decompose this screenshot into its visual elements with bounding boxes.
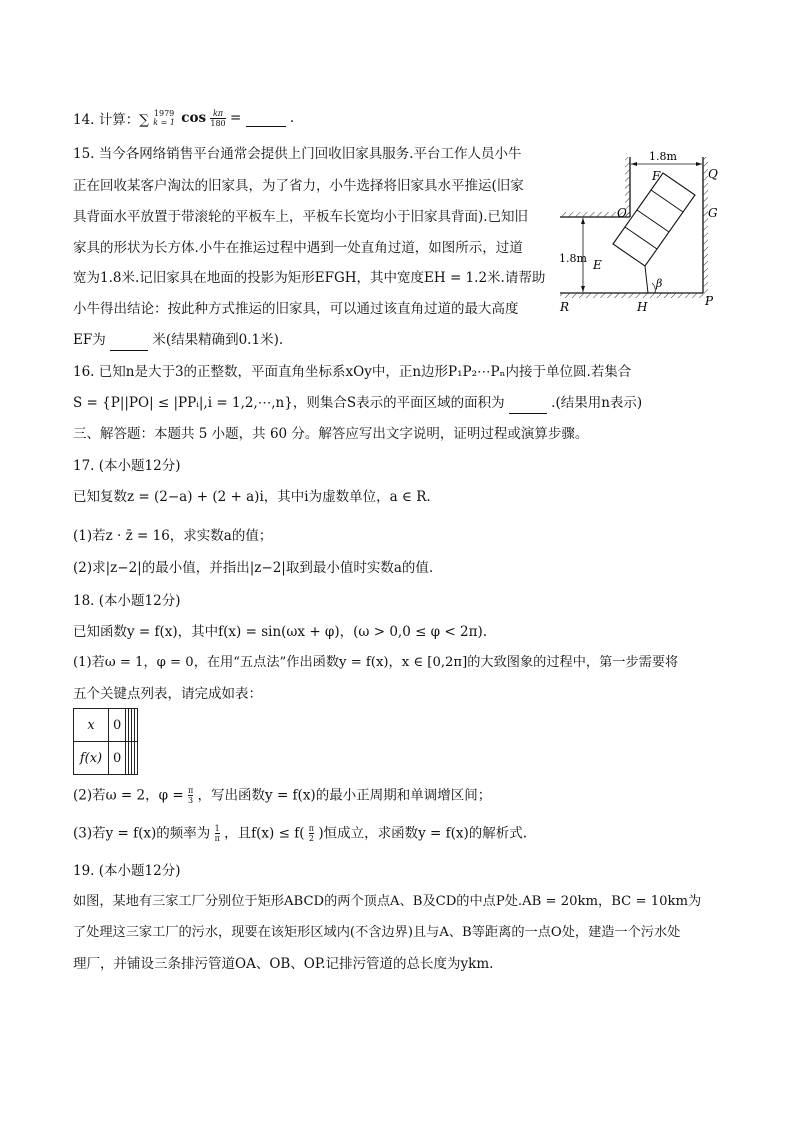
q16-set: S = {P||PO| ≤ |PPᵢ|,i = 1,2,⋯,n}，则集合S表示的平面区域的面积为 bbox=[73, 395, 505, 411]
q18-part2 bbox=[73, 785, 491, 806]
table-cell-x-label: x bbox=[74, 709, 109, 742]
table-cell-fx-label: f(x) bbox=[74, 742, 109, 775]
q14-label: 14. 计算：∑ bbox=[73, 112, 149, 128]
q17-part1: (1)若z · z̄ = 16，求实数a的值； bbox=[73, 528, 273, 544]
corridor-figure bbox=[555, 145, 720, 315]
q19-line-2: 了处理这三家工厂的污水，现要在该矩形区域内(不含边界)且与A、B等距离的一点O处，建造一个污水处 bbox=[73, 925, 681, 940]
q14 bbox=[73, 108, 294, 132]
q19-line-3: 理厂，并铺设三条排污管道OA、OB、OP.记排污管道的总长度为ykm. bbox=[73, 956, 494, 972]
q16-tail: .(结果用n表示) bbox=[551, 395, 643, 411]
q16-line-1: 16. 已知n是大于3的正整数，平面直角坐标系xOy中，正n边形P₁P₂⋯Pₙ内接于单位圆.若集合 bbox=[73, 364, 632, 380]
q15-tail: 米(结果精确到0.1米). bbox=[152, 332, 284, 348]
arrow-right bbox=[696, 162, 702, 166]
label-r: R bbox=[560, 300, 570, 314]
sum-upper: 1979 bbox=[153, 109, 175, 118]
p3-num2: π bbox=[308, 824, 315, 833]
q15-line-7 bbox=[73, 330, 283, 351]
q18-p3-mid: ，且f(x) ≤ f( bbox=[224, 825, 305, 842]
label-beta: β bbox=[656, 277, 663, 290]
frac-den: 180 bbox=[210, 118, 226, 128]
five-point-table bbox=[73, 708, 138, 775]
p2-num: π bbox=[187, 786, 194, 795]
label-e: E bbox=[593, 258, 602, 272]
q15-line-4: 家具的形状为长方体.小牛在推运过程中遇到一处直角过道，如图所示，过道 bbox=[73, 240, 523, 256]
q14-end: . bbox=[289, 110, 295, 126]
table-cell-fx-0: 0 bbox=[109, 742, 126, 775]
q17-head: 17. (本小题12分) bbox=[73, 458, 181, 474]
answer-blank-q14[interactable] bbox=[246, 110, 286, 127]
cos-label: cos bbox=[181, 110, 207, 126]
hatch-floor bbox=[560, 293, 708, 298]
q15-line-3: 具背面水平放置于带滚轮的平板车上，平板车长宽均小于旧家具背面).已知旧 bbox=[73, 209, 529, 225]
q18-p3-pre: (3)若y = f(x)的频率为 bbox=[73, 825, 211, 842]
section-3-heading: 三、解答题：本题共 5 小题，共 60 分。解答应写出文字说明，证明过程或演算步骤。 bbox=[73, 426, 589, 442]
inner-line-1 bbox=[637, 210, 669, 232]
q17-part2: (2)求|z−2|的最小值，并指出|z−2|取到最小值时实数a的值. bbox=[73, 560, 434, 576]
inner-line-3 bbox=[651, 190, 683, 212]
inner-line-2 bbox=[625, 227, 657, 249]
table-cell-x-0: 0 bbox=[109, 709, 126, 742]
p3-den2: 2 bbox=[308, 834, 314, 843]
equals: = bbox=[229, 110, 246, 126]
q18-p3-post: )恒成立，求函数y = f(x)的解析式. bbox=[318, 825, 528, 842]
q15-ef: EF为 bbox=[73, 332, 106, 348]
q18-p2-post: ，写出函数y = f(x)的最小正周期和单调增区间； bbox=[197, 787, 492, 804]
table-row bbox=[74, 742, 138, 775]
p3-den: π bbox=[214, 834, 220, 843]
label-q: Q bbox=[708, 167, 718, 181]
table-row bbox=[74, 709, 138, 742]
table-cell-empty[interactable] bbox=[135, 742, 138, 775]
q19-line-1: 如图，某地有三家工厂分别位于矩形ABCD的两个顶点A、B及CD的中点P处.AB = 20km，BC = 10km为 bbox=[73, 894, 702, 909]
q19-head: 19. (本小题12分) bbox=[73, 863, 181, 879]
q15-line-1: 15. 当今各网络销售平台通常会提供上门回收旧家具服务.平台工作人员小牛 bbox=[73, 146, 522, 162]
dim-top-label: 1.8m bbox=[649, 150, 677, 163]
p3-num: 1 bbox=[214, 824, 220, 833]
arrow-up bbox=[581, 218, 585, 224]
dim-left-label: 1.8m bbox=[559, 252, 587, 265]
q18-head: 18. (本小题12分) bbox=[73, 593, 181, 609]
arrow-left bbox=[631, 162, 637, 166]
q16-line-2 bbox=[73, 393, 642, 414]
label-o: O bbox=[617, 206, 627, 220]
q18-p2-pre: (2)若ω = 2，φ = bbox=[73, 787, 184, 804]
q15-line-6: 小牛得出结论：按此种方式推运的旧家具，可以通过该直角过道的最大高度 bbox=[73, 301, 519, 317]
arrow-down bbox=[581, 286, 585, 292]
q18-stem: 已知函数y = f(x)，其中f(x) = sin(ωx + φ)，(ω > 0,0 ≤ φ < 2π). bbox=[73, 624, 488, 640]
frac-num: kπ bbox=[210, 109, 225, 119]
q15-line-5: 宽为1.8米.记旧家具在地面的投影为矩形EFGH，其中宽度EH = 1.2米.请帮助 bbox=[73, 270, 546, 286]
label-g: G bbox=[708, 206, 718, 220]
q18-part1b: 五个关键点列表，请完成如表： bbox=[73, 686, 262, 702]
q17-stem: 已知复数z = (2−a) + (2 + a)i，其中i为虚数单位，a ∈ R. bbox=[73, 489, 431, 505]
label-p: P bbox=[705, 294, 714, 308]
table-cell-empty[interactable] bbox=[135, 709, 138, 742]
edge-h bbox=[645, 266, 648, 293]
label-h: H bbox=[637, 300, 648, 314]
q18-part3 bbox=[73, 823, 527, 844]
answer-blank-q15[interactable] bbox=[110, 330, 148, 351]
q18-part1a: (1)若ω = 1，φ = 0，在用“五点法”作出函数y = f(x)，x ∈ [0,2π]的大致图象的过程中，第一步需要将 bbox=[73, 655, 679, 670]
beta-arc bbox=[652, 283, 655, 293]
sum-lower: k = 1 bbox=[153, 118, 175, 127]
p2-den: 3 bbox=[188, 796, 194, 805]
answer-blank-q16[interactable] bbox=[509, 393, 547, 414]
q15-line-2: 正在回收某客户淘汰的旧家具，为了省力，小牛选择将旧家具水平推运(旧家 bbox=[73, 178, 524, 194]
label-f: F bbox=[652, 169, 661, 183]
